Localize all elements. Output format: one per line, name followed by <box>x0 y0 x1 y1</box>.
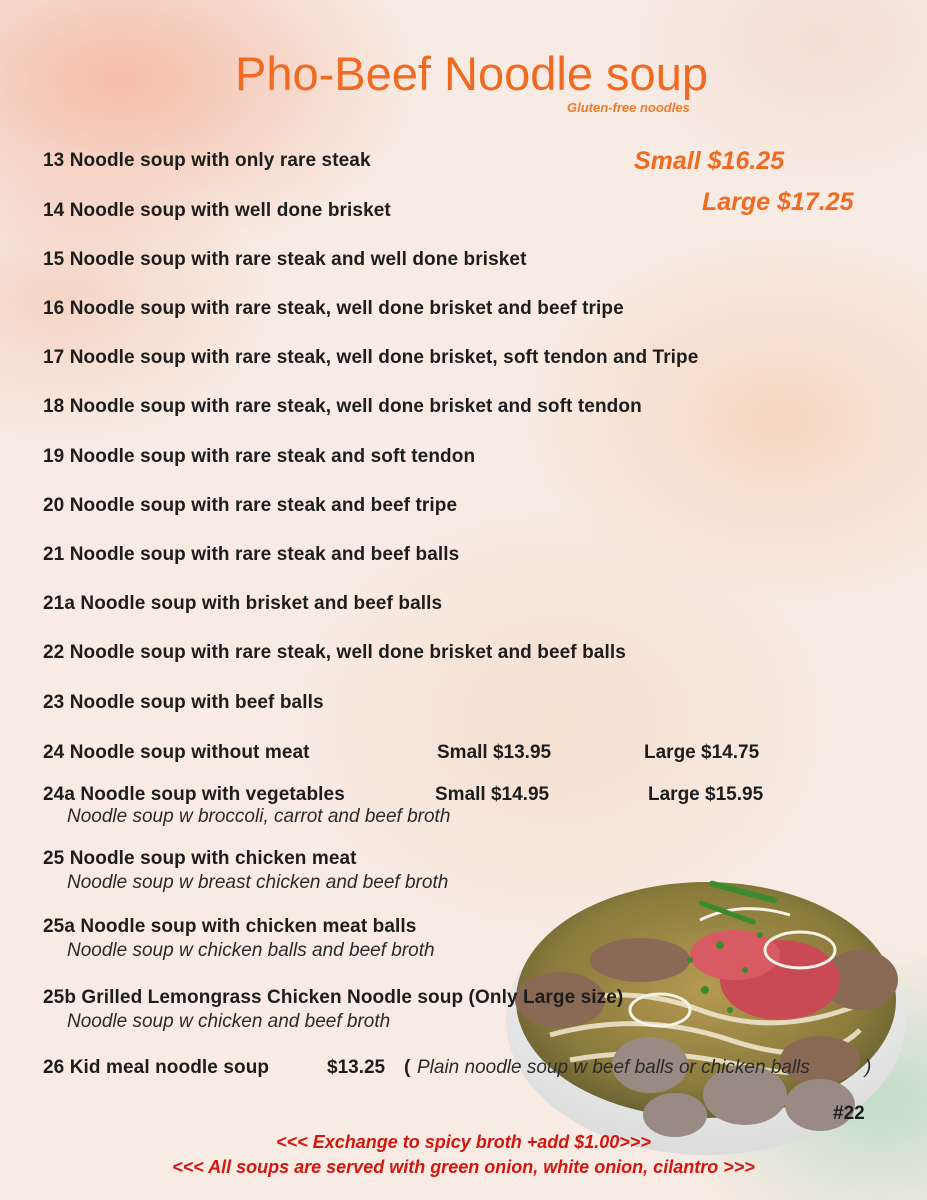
menu-item-24: 24 Noodle soup without meat <box>43 742 310 763</box>
menu-item-14: 14 Noodle soup with well done brisket <box>43 200 391 221</box>
menu-item-26-note-close: ) <box>865 1057 872 1078</box>
menu-subtitle: Gluten-free noodles <box>567 100 690 115</box>
menu-item-25b-description: Noodle soup w chicken and beef broth <box>67 1011 391 1032</box>
menu-item-19: 19 Noodle soup with rare steak and soft tendon <box>43 446 476 467</box>
menu-item-26: 26 Kid meal noodle soup <box>43 1057 270 1078</box>
photo-label: #22 <box>833 1103 865 1124</box>
menu-item-22: 22 Noodle soup with rare steak, well done brisket and beef balls <box>43 642 626 663</box>
menu-item-25a-description: Noodle soup w chicken balls and beef broth <box>67 940 435 961</box>
menu-item-24a-small-price: Small $14.95 <box>435 784 550 805</box>
menu-item-16: 16 Noodle soup with rare steak, well done brisket and beef tripe <box>43 298 624 319</box>
menu-item-13: 13 Noodle soup with only rare steak <box>43 150 371 171</box>
menu-item-24a-large-price: Large $15.95 <box>648 784 764 805</box>
menu-item-21: 21 Noodle soup with rare steak and beef balls <box>43 544 460 565</box>
menu-title: Pho-Beef Noodle soup <box>235 47 708 100</box>
menu-item-24a: 24a Noodle soup with vegetables <box>43 784 345 805</box>
menu-item-23: 23 Noodle soup with beef balls <box>43 692 324 713</box>
menu-item-25: 25 Noodle soup with chicken meat <box>43 848 357 869</box>
menu-item-25-description: Noodle soup w breast chicken and beef broth <box>67 872 449 893</box>
menu-item-26-price: $13.25 <box>327 1057 386 1078</box>
menu-item-20: 20 Noodle soup with rare steak and beef tripe <box>43 495 458 516</box>
menu-item-25a: 25a Noodle soup with chicken meat balls <box>43 916 417 937</box>
menu-item-21a: 21a Noodle soup with brisket and beef balls <box>43 593 443 614</box>
menu-item-17: 17 Noodle soup with rare steak, well done brisket, soft tendon and Tripe <box>43 347 699 368</box>
menu-item-18: 18 Noodle soup with rare steak, well done brisket and soft tendon <box>43 396 642 417</box>
footer-garnish-note: <<< All soups are served with green onion, white onion, cilantro >>> <box>172 1157 755 1177</box>
large-price: Large $17.25 <box>702 188 854 216</box>
menu-item-24-small-price: Small $13.95 <box>437 742 552 763</box>
menu-item-25b: 25b Grilled Lemongrass Chicken Noodle soup (Only Large size) <box>43 987 624 1008</box>
footer-spicy-broth: <<< Exchange to spicy broth +add $1.00>>> <box>276 1132 651 1152</box>
menu-item-24a-description: Noodle soup w broccoli, carrot and beef broth <box>67 806 451 827</box>
menu-item-15: 15 Noodle soup with rare steak and well done brisket <box>43 249 527 270</box>
menu-item-24-large-price: Large $14.75 <box>644 742 760 763</box>
menu-item-26-note: Plain noodle soup w beef balls or chicken balls <box>417 1057 810 1078</box>
menu-item-26-note-open: ( <box>404 1057 411 1078</box>
small-price: Small $16.25 <box>634 147 785 175</box>
